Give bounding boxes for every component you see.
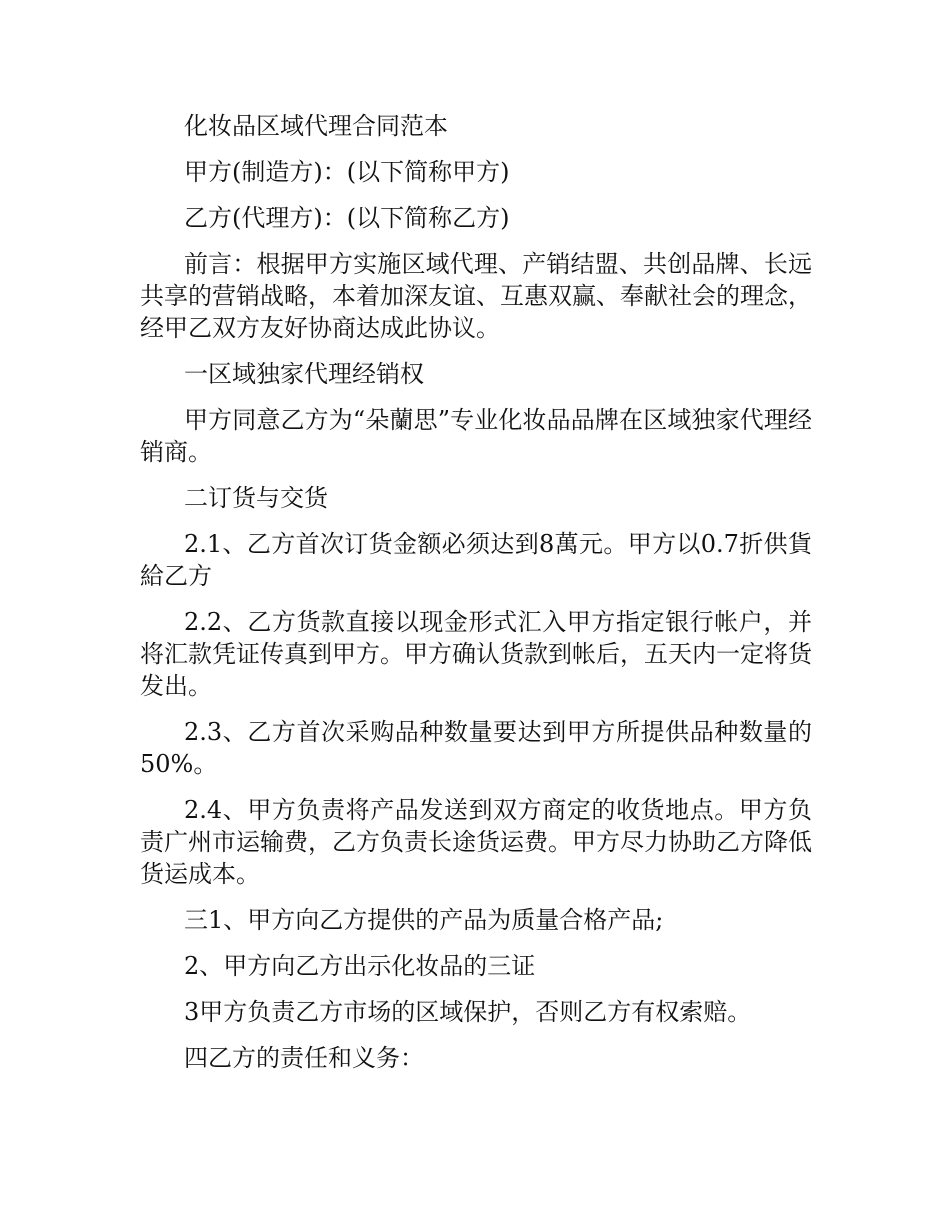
preface-paragraph: 前言：根据甲方实施区域代理、产销结盟、共创品牌、长远共享的营销战略，本着加深友谊、互惠双赢、奉献社会的理念，经甲乙双方友好协商达成此协议。: [140, 250, 812, 342]
section-1-text: 甲方同意乙方为“朵蘭思”专业化妆品品牌在区域独家代理经销商。: [140, 406, 812, 466]
section-2-heading: 二订货与交货: [184, 484, 328, 512]
section-4-heading: 四乙方的责任和义务：: [184, 1044, 424, 1072]
clause-3-2: 2、甲方向乙方出示化妆品的三证: [184, 952, 536, 980]
clause-3-3: 3甲方负责乙方市场的区域保护，否则乙方有权索赔。: [184, 998, 752, 1026]
clause-2-2: 2.2、乙方货款直接以现金形式汇入甲方指定银行帐户，并将汇款凭证传真到甲方。甲方确认货款到帐后，五天内一定将货发出。: [140, 608, 812, 700]
clause-2-1: 2.1、乙方首次订货金额必须达到8萬元。甲方以0.7折供貨給乙方: [140, 530, 812, 590]
party-b-line: 乙方(代理方)：(以下简称乙方): [184, 204, 510, 232]
clause-2-3: 2.3、乙方首次采购品种数量要达到甲方所提供品种数量的50%。: [140, 718, 812, 778]
section-1-heading: 一区域独家代理经销权: [184, 360, 424, 388]
document-title: 化妆品区域代理合同范本: [184, 112, 448, 140]
party-a-line: 甲方(制造方)：(以下简称甲方): [184, 158, 510, 186]
clause-2-4: 2.4、甲方负责将产品发送到双方商定的收货地点。甲方负责广州市运输费，乙方负责长途货运费。甲方尽力协助乙方降低货运成本。: [140, 796, 812, 888]
document-body: [140, 110, 812, 1088]
clause-3-1: 三1、甲方向乙方提供的产品为质量合格产品;: [184, 906, 664, 934]
